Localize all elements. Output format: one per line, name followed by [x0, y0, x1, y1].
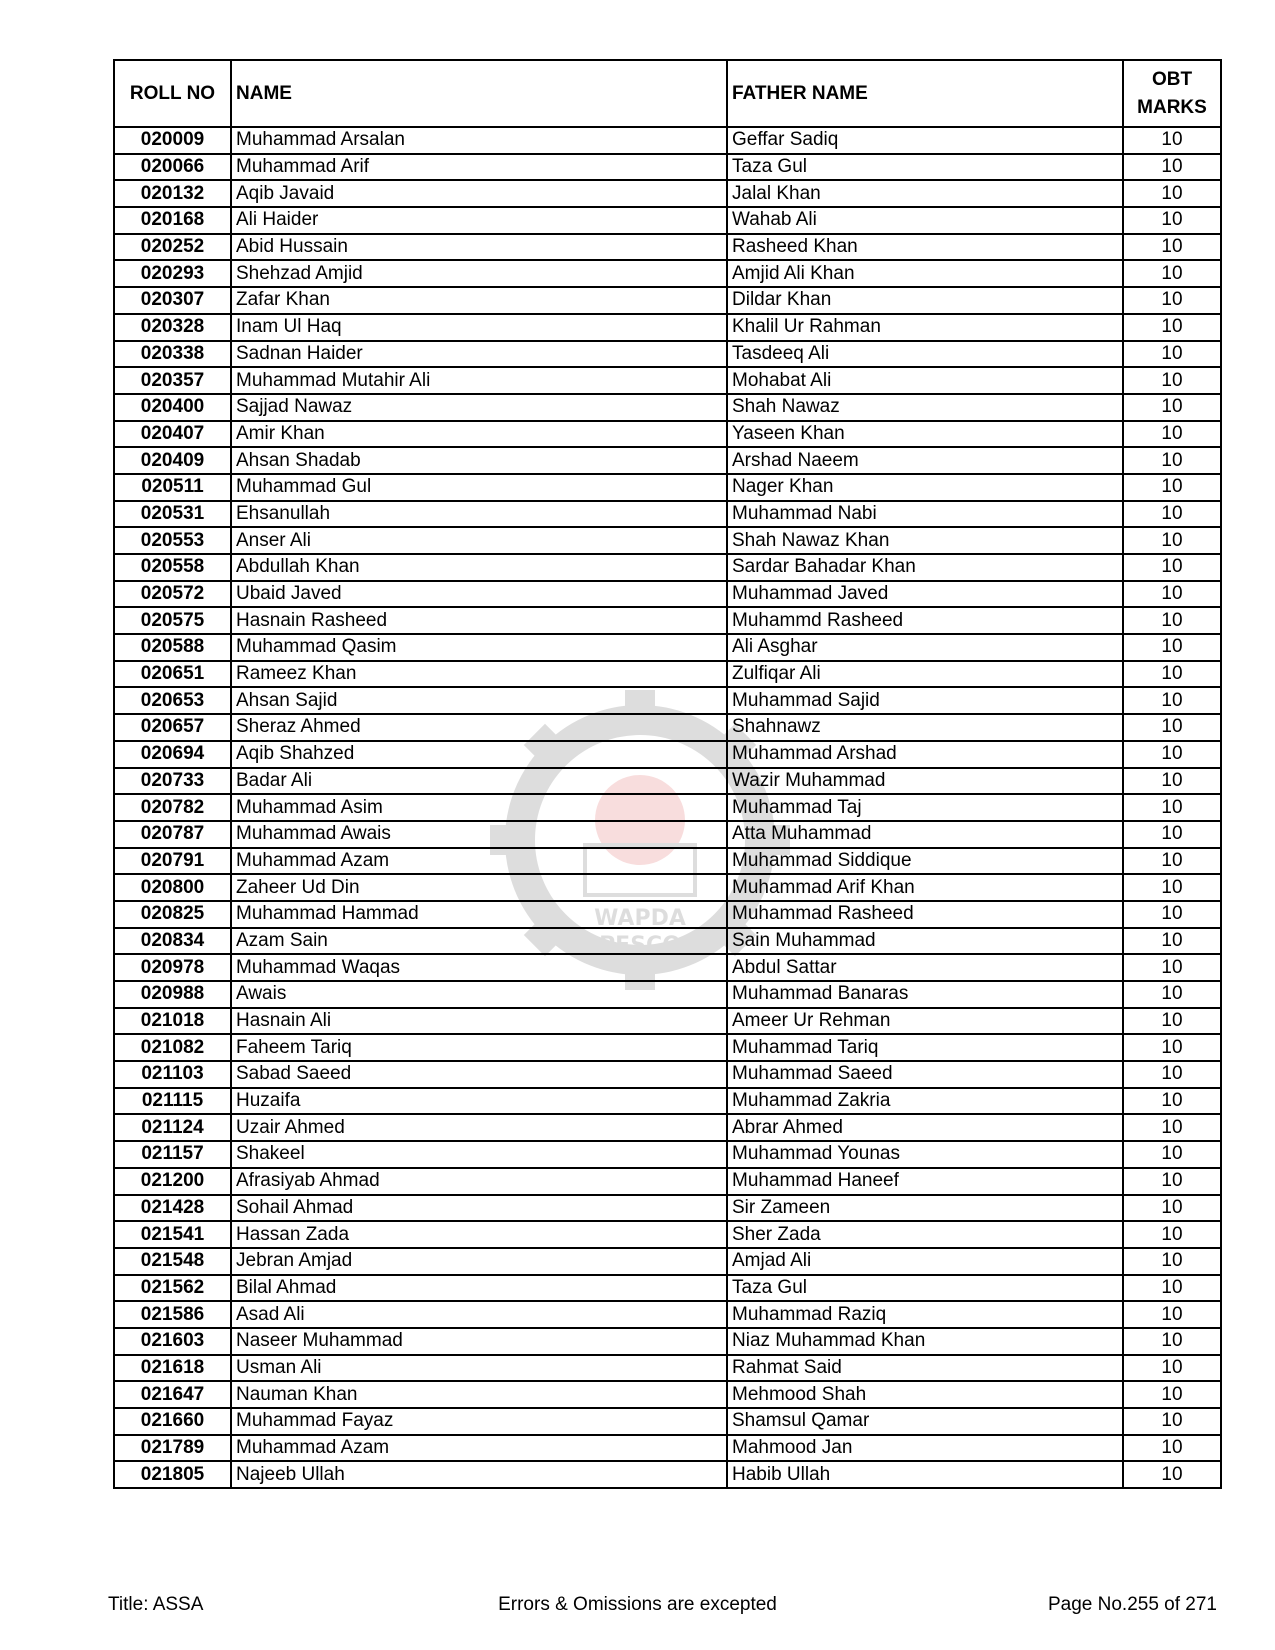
table-row [114, 661, 1221, 688]
cell-name: Uzair Ahmed [231, 1114, 727, 1141]
cell-name: Ubaid Javed [231, 581, 727, 608]
cell-obt-marks: 10 [1123, 260, 1221, 287]
cell-name: Rameez Khan [231, 661, 727, 688]
cell-obt-marks: 10 [1123, 207, 1221, 234]
cell-name: Muhammad Qasim [231, 634, 727, 661]
cell-name: Ehsanullah [231, 501, 727, 528]
cell-obt-marks: 10 [1123, 1061, 1221, 1088]
watermark-inner-text-1: WAPDA [594, 906, 686, 931]
cell-father-name: Shahnawz [727, 714, 1123, 741]
cell-roll-no: 020787 [114, 821, 231, 848]
cell-obt-marks: 10 [1123, 848, 1221, 875]
cell-name: Sheraz Ahmed [231, 714, 727, 741]
cell-roll-no: 021805 [114, 1461, 231, 1488]
cell-name: Hassan Zada [231, 1221, 727, 1248]
cell-roll-no: 021647 [114, 1381, 231, 1408]
cell-obt-marks: 10 [1123, 1008, 1221, 1035]
cell-father-name: Yaseen Khan [727, 421, 1123, 448]
table-row [114, 474, 1221, 501]
table-row [114, 127, 1221, 154]
cell-roll-no: 020338 [114, 341, 231, 368]
cell-father-name: Muhammad Sajid [727, 687, 1123, 714]
column-header-obt-marks [1123, 60, 1221, 127]
cell-father-name: Mehmood Shah [727, 1381, 1123, 1408]
column-header-name: NAME [231, 60, 727, 127]
cell-obt-marks: 10 [1123, 1461, 1221, 1488]
cell-obt-marks: 10 [1123, 954, 1221, 981]
cell-name: Huzaifa [231, 1088, 727, 1115]
cell-name: Awais [231, 981, 727, 1008]
cell-name: Asad Ali [231, 1301, 727, 1328]
cell-obt-marks: 10 [1123, 714, 1221, 741]
cell-name: Shakeel [231, 1141, 727, 1168]
results-table [113, 59, 1222, 1489]
cell-roll-no: 020834 [114, 928, 231, 955]
cell-obt-marks: 10 [1123, 1195, 1221, 1222]
cell-roll-no: 020553 [114, 527, 231, 554]
table-row [114, 1408, 1221, 1435]
cell-obt-marks: 10 [1123, 928, 1221, 955]
cell-name: Najeeb Ullah [231, 1461, 727, 1488]
cell-obt-marks: 10 [1123, 474, 1221, 501]
table-row [114, 1061, 1221, 1088]
cell-obt-marks: 10 [1123, 607, 1221, 634]
cell-obt-marks: 10 [1123, 1168, 1221, 1195]
cell-roll-no: 020657 [114, 714, 231, 741]
cell-father-name: Muhammad Taj [727, 794, 1123, 821]
cell-name: Usman Ali [231, 1355, 727, 1382]
cell-obt-marks: 10 [1123, 1114, 1221, 1141]
table-row [114, 687, 1221, 714]
cell-roll-no: 020009 [114, 127, 231, 154]
cell-roll-no: 020531 [114, 501, 231, 528]
cell-father-name: Abdul Sattar [727, 954, 1123, 981]
cell-roll-no: 021660 [114, 1408, 231, 1435]
cell-obt-marks: 10 [1123, 794, 1221, 821]
cell-roll-no: 021124 [114, 1114, 231, 1141]
table-row [114, 954, 1221, 981]
cell-obt-marks: 10 [1123, 154, 1221, 181]
cell-name: Bilal Ahmad [231, 1275, 727, 1302]
table-row [114, 154, 1221, 181]
cell-roll-no: 021562 [114, 1275, 231, 1302]
table-row [114, 1301, 1221, 1328]
cell-father-name: Muhammad Rasheed [727, 901, 1123, 928]
cell-name: Faheem Tariq [231, 1034, 727, 1061]
cell-obt-marks: 10 [1123, 741, 1221, 768]
cell-roll-no: 021103 [114, 1061, 231, 1088]
cell-roll-no: 020575 [114, 607, 231, 634]
table-row [114, 554, 1221, 581]
cell-name: Inam Ul Haq [231, 314, 727, 341]
cell-father-name: Zulfiqar Ali [727, 661, 1123, 688]
cell-obt-marks: 10 [1123, 447, 1221, 474]
table-row [114, 794, 1221, 821]
table-row [114, 714, 1221, 741]
cell-name: Ali Haider [231, 207, 727, 234]
cell-obt-marks: 10 [1123, 768, 1221, 795]
cell-father-name: Atta Muhammad [727, 821, 1123, 848]
cell-roll-no: 020357 [114, 367, 231, 394]
table-row [114, 1381, 1221, 1408]
cell-name: Aqib Shahzed [231, 741, 727, 768]
cell-obt-marks: 10 [1123, 367, 1221, 394]
cell-roll-no: 020791 [114, 848, 231, 875]
cell-obt-marks: 10 [1123, 821, 1221, 848]
cell-roll-no: 021541 [114, 1221, 231, 1248]
cell-father-name: Nager Khan [727, 474, 1123, 501]
cell-father-name: Muhammad Nabi [727, 501, 1123, 528]
cell-obt-marks: 10 [1123, 901, 1221, 928]
cell-obt-marks: 10 [1123, 287, 1221, 314]
cell-roll-no: 020511 [114, 474, 231, 501]
cell-roll-no: 020400 [114, 394, 231, 421]
table-header-row [114, 60, 1221, 127]
cell-roll-no: 021018 [114, 1008, 231, 1035]
table-row [114, 1328, 1221, 1355]
cell-roll-no: 020694 [114, 741, 231, 768]
cell-father-name: Sain Muhammad [727, 928, 1123, 955]
cell-name: Hasnain Rasheed [231, 607, 727, 634]
cell-roll-no: 020558 [114, 554, 231, 581]
footer-note: Errors & Omissions are excepted [498, 1594, 777, 1615]
cell-name: Muhammad Waqas [231, 954, 727, 981]
cell-roll-no: 020409 [114, 447, 231, 474]
cell-roll-no: 020800 [114, 874, 231, 901]
cell-obt-marks: 10 [1123, 501, 1221, 528]
cell-name: Muhammad Gul [231, 474, 727, 501]
cell-obt-marks: 10 [1123, 581, 1221, 608]
cell-name: Muhammad Asim [231, 794, 727, 821]
cell-name: Muhammad Arif [231, 154, 727, 181]
cell-roll-no: 020653 [114, 687, 231, 714]
cell-roll-no: 021157 [114, 1141, 231, 1168]
cell-roll-no: 021115 [114, 1088, 231, 1115]
cell-roll-no: 020168 [114, 207, 231, 234]
cell-roll-no: 020328 [114, 314, 231, 341]
table-row [114, 928, 1221, 955]
cell-name: Sabad Saeed [231, 1061, 727, 1088]
table-row [114, 1034, 1221, 1061]
table-row [114, 1195, 1221, 1222]
table-row [114, 821, 1221, 848]
cell-father-name: Muhammad Siddique [727, 848, 1123, 875]
table-row [114, 768, 1221, 795]
cell-name: Muhammad Azam [231, 1435, 727, 1462]
cell-father-name: Muhammad Younas [727, 1141, 1123, 1168]
cell-father-name: Abrar Ahmed [727, 1114, 1123, 1141]
cell-obt-marks: 10 [1123, 527, 1221, 554]
cell-name: Anser Ali [231, 527, 727, 554]
table-row [114, 1088, 1221, 1115]
cell-roll-no: 020252 [114, 234, 231, 261]
cell-father-name: Muhammad Banaras [727, 981, 1123, 1008]
cell-roll-no: 020572 [114, 581, 231, 608]
table-row [114, 527, 1221, 554]
table-row [114, 1461, 1221, 1488]
cell-obt-marks: 10 [1123, 127, 1221, 154]
cell-father-name: Mahmood Jan [727, 1435, 1123, 1462]
cell-name: Hasnain Ali [231, 1008, 727, 1035]
cell-name: Muhammad Arsalan [231, 127, 727, 154]
cell-father-name: Muhammad Arshad [727, 741, 1123, 768]
cell-obt-marks: 10 [1123, 687, 1221, 714]
cell-father-name: Wazir Muhammad [727, 768, 1123, 795]
table-row [114, 341, 1221, 368]
table-row [114, 1435, 1221, 1462]
table-row [114, 607, 1221, 634]
cell-roll-no: 020066 [114, 154, 231, 181]
table-row [114, 1248, 1221, 1275]
cell-father-name: Shah Nawaz [727, 394, 1123, 421]
cell-roll-no: 020132 [114, 180, 231, 207]
cell-roll-no: 021428 [114, 1195, 231, 1222]
cell-father-name: Dildar Khan [727, 287, 1123, 314]
cell-name: Aqib Javaid [231, 180, 727, 207]
table-row [114, 1114, 1221, 1141]
table-row [114, 634, 1221, 661]
cell-roll-no: 020782 [114, 794, 231, 821]
table-row [114, 234, 1221, 261]
cell-name: Ahsan Sajid [231, 687, 727, 714]
cell-roll-no: 021603 [114, 1328, 231, 1355]
table-row [114, 1275, 1221, 1302]
cell-obt-marks: 10 [1123, 874, 1221, 901]
column-header-father-name: FATHER NAME [727, 60, 1123, 127]
cell-obt-marks: 10 [1123, 1408, 1221, 1435]
table-row [114, 741, 1221, 768]
table-row [114, 260, 1221, 287]
cell-name: Sohail Ahmad [231, 1195, 727, 1222]
cell-name: Sadnan Haider [231, 341, 727, 368]
cell-name: Ahsan Shadab [231, 447, 727, 474]
table-body [114, 127, 1221, 1488]
cell-obt-marks: 10 [1123, 634, 1221, 661]
cell-name: Azam Sain [231, 928, 727, 955]
table-row [114, 421, 1221, 448]
cell-father-name: Ali Asghar [727, 634, 1123, 661]
table-row [114, 287, 1221, 314]
table-row [114, 1221, 1221, 1248]
table-row [114, 901, 1221, 928]
table-row [114, 447, 1221, 474]
cell-father-name: Shamsul Qamar [727, 1408, 1123, 1435]
cell-father-name: Geffar Sadiq [727, 127, 1123, 154]
cell-father-name: Muhammad Javed [727, 581, 1123, 608]
cell-father-name: Mohabat Ali [727, 367, 1123, 394]
cell-father-name: Muhammad Haneef [727, 1168, 1123, 1195]
cell-roll-no: 020293 [114, 260, 231, 287]
cell-obt-marks: 10 [1123, 981, 1221, 1008]
cell-father-name: Rahmat Said [727, 1355, 1123, 1382]
cell-father-name: Muhammd Rasheed [727, 607, 1123, 634]
cell-roll-no: 020733 [114, 768, 231, 795]
cell-name: Zafar Khan [231, 287, 727, 314]
cell-roll-no: 021082 [114, 1034, 231, 1061]
cell-father-name: Muhammad Arif Khan [727, 874, 1123, 901]
cell-father-name: Khalil Ur Rahman [727, 314, 1123, 341]
cell-name: Badar Ali [231, 768, 727, 795]
cell-father-name: Habib Ullah [727, 1461, 1123, 1488]
cell-name: Abid Hussain [231, 234, 727, 261]
cell-roll-no: 020978 [114, 954, 231, 981]
table-row [114, 180, 1221, 207]
obt-marks-label-line-1: OBT [1151, 68, 1193, 90]
cell-father-name: Muhammad Raziq [727, 1301, 1123, 1328]
cell-father-name: Wahab Ali [727, 207, 1123, 234]
table-row [114, 1355, 1221, 1382]
cell-obt-marks: 10 [1123, 314, 1221, 341]
cell-name: Muhammad Awais [231, 821, 727, 848]
cell-obt-marks: 10 [1123, 1141, 1221, 1168]
cell-obt-marks: 10 [1123, 341, 1221, 368]
cell-obt-marks: 10 [1123, 1034, 1221, 1061]
table-row [114, 981, 1221, 1008]
cell-father-name: Muhammad Saeed [727, 1061, 1123, 1088]
table-row [114, 367, 1221, 394]
cell-father-name: Jalal Khan [727, 180, 1123, 207]
cell-name: Jebran Amjad [231, 1248, 727, 1275]
cell-father-name: Arshad Naeem [727, 447, 1123, 474]
cell-father-name: Taza Gul [727, 1275, 1123, 1302]
cell-obt-marks: 10 [1123, 1355, 1221, 1382]
table-row [114, 1141, 1221, 1168]
table-row [114, 848, 1221, 875]
cell-father-name: Amjid Ali Khan [727, 260, 1123, 287]
cell-name: Amir Khan [231, 421, 727, 448]
cell-name: Nauman Khan [231, 1381, 727, 1408]
cell-father-name: Muhammad Zakria [727, 1088, 1123, 1115]
cell-obt-marks: 10 [1123, 1381, 1221, 1408]
cell-obt-marks: 10 [1123, 1088, 1221, 1115]
cell-father-name: Ameer Ur Rehman [727, 1008, 1123, 1035]
column-header-roll-no: ROLL NO [114, 60, 231, 127]
cell-obt-marks: 10 [1123, 421, 1221, 448]
cell-name: Shehzad Amjid [231, 260, 727, 287]
cell-roll-no: 021586 [114, 1301, 231, 1328]
cell-roll-no: 020407 [114, 421, 231, 448]
cell-obt-marks: 10 [1123, 1301, 1221, 1328]
cell-obt-marks: 10 [1123, 1435, 1221, 1462]
cell-name: Muhammad Mutahir Ali [231, 367, 727, 394]
cell-obt-marks: 10 [1123, 554, 1221, 581]
cell-roll-no: 020651 [114, 661, 231, 688]
cell-father-name: Niaz Muhammad Khan [727, 1328, 1123, 1355]
watermark-inner-text-2: PESCO [599, 933, 681, 958]
table-row [114, 1168, 1221, 1195]
cell-roll-no: 021618 [114, 1355, 231, 1382]
cell-father-name: Tasdeeq Ali [727, 341, 1123, 368]
cell-father-name: Taza Gul [727, 154, 1123, 181]
cell-name: Sajjad Nawaz [231, 394, 727, 421]
cell-father-name: Amjad Ali [727, 1248, 1123, 1275]
cell-roll-no: 021789 [114, 1435, 231, 1462]
cell-obt-marks: 10 [1123, 1221, 1221, 1248]
cell-roll-no: 020307 [114, 287, 231, 314]
cell-father-name: Rasheed Khan [727, 234, 1123, 261]
cell-father-name: Sir Zameen [727, 1195, 1123, 1222]
cell-obt-marks: 10 [1123, 234, 1221, 261]
cell-obt-marks: 10 [1123, 1275, 1221, 1302]
cell-roll-no: 021200 [114, 1168, 231, 1195]
cell-father-name: Shah Nawaz Khan [727, 527, 1123, 554]
footer-title: Title: ASSA [108, 1594, 204, 1615]
cell-name: Muhammad Azam [231, 848, 727, 875]
cell-name: Naseer Muhammad [231, 1328, 727, 1355]
cell-name: Zaheer Ud Din [231, 874, 727, 901]
cell-father-name: Muhammad Tariq [727, 1034, 1123, 1061]
cell-obt-marks: 10 [1123, 1328, 1221, 1355]
table-row [114, 581, 1221, 608]
cell-roll-no: 020825 [114, 901, 231, 928]
cell-name: Muhammad Fayaz [231, 1408, 727, 1435]
table-row [114, 1008, 1221, 1035]
cell-name: Muhammad Hammad [231, 901, 727, 928]
cell-obt-marks: 10 [1123, 661, 1221, 688]
table-row [114, 314, 1221, 341]
footer-page-number: Page No.255 of 271 [1047, 1594, 1217, 1615]
cell-father-name: Sardar Bahadar Khan [727, 554, 1123, 581]
cell-obt-marks: 10 [1123, 1248, 1221, 1275]
cell-roll-no: 020588 [114, 634, 231, 661]
table-row [114, 501, 1221, 528]
cell-obt-marks: 10 [1123, 394, 1221, 421]
obt-marks-label-line-2: MARKS [1137, 96, 1207, 118]
cell-name: Afrasiyab Ahmad [231, 1168, 727, 1195]
cell-obt-marks: 10 [1123, 180, 1221, 207]
cell-name: Abdullah Khan [231, 554, 727, 581]
table-row [114, 207, 1221, 234]
table-row [114, 874, 1221, 901]
cell-roll-no: 020988 [114, 981, 231, 1008]
table-row [114, 394, 1221, 421]
cell-father-name: Sher Zada [727, 1221, 1123, 1248]
cell-roll-no: 021548 [114, 1248, 231, 1275]
